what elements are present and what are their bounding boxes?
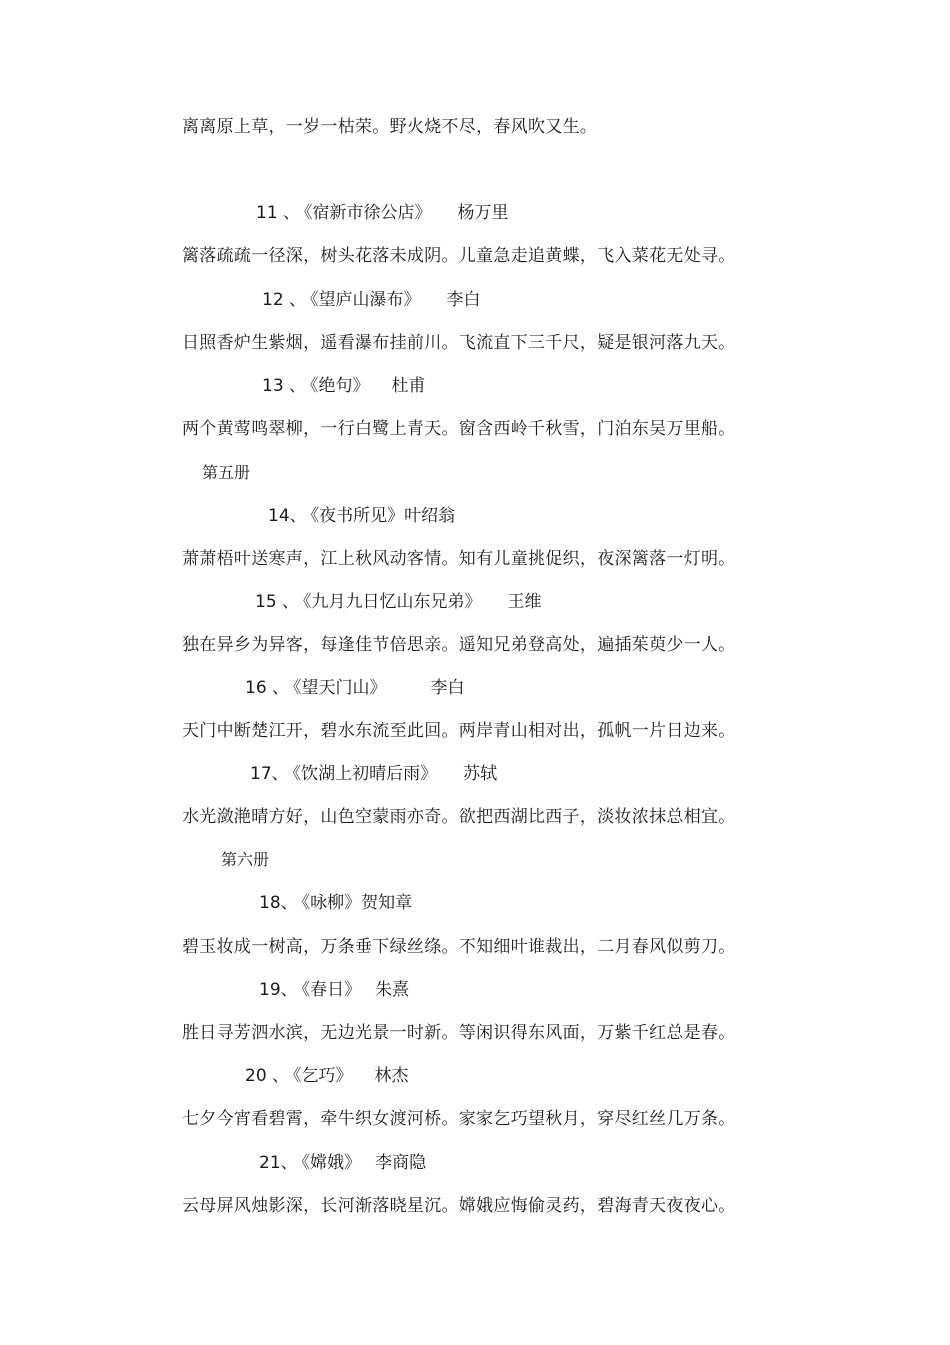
- poem-author: 林杰: [374, 1066, 409, 1086]
- poem-author: 苏轼: [463, 764, 498, 784]
- poem-author: 王维: [507, 592, 542, 612]
- poem-number: 19、: [259, 980, 298, 1000]
- poem-text: 两个黄莺鸣翠柳，一行白鹭上青天。窗含西岭千秋雪，门泊东吴万里船。: [182, 419, 736, 439]
- poem-title: 《春日》: [301, 980, 362, 1000]
- poem-text: 日照香炉生紫烟，遥看瀑布挂前川。飞流直下三千尺，疑是银河落九天。: [182, 333, 736, 353]
- poem-text: 碧玉妆成一树高，万条垂下绿丝绦。不知细叶谁裁出，二月春风似剪刀。: [182, 937, 736, 957]
- poem-text: 离离原上草，一岁一枯荣。野火烧不尽，春风吹又生。: [182, 117, 598, 137]
- poem-heading: [256, 202, 509, 224]
- poem-author: 李白: [446, 290, 481, 310]
- poem-heading: [255, 591, 542, 613]
- poem-text: 七夕今宵看碧霄，牵牛织女渡河桥。家家乞巧望秋月，穿尽红丝几万条。: [182, 1109, 736, 1129]
- poem-author: 叶绍翁: [404, 506, 456, 526]
- poem-number: 18、: [259, 893, 298, 913]
- poem-author: 李白: [430, 678, 465, 698]
- poem-title: 《九月九日忆山东兄弟》: [303, 592, 482, 612]
- poem-author: 杨万里: [457, 203, 509, 223]
- poem-title: 《绝句》: [310, 376, 370, 396]
- poem-title: 《饮湖上初晴后雨》: [292, 764, 438, 784]
- poem-text: 萧萧梧叶送寒声，江上秋风动客情。知有儿童挑促织，夜深篱落一灯明。: [182, 549, 736, 569]
- poem-heading: [268, 505, 455, 527]
- poem-number: 20 、: [245, 1066, 290, 1086]
- poem-title: 《望庐山瀑布》: [310, 290, 421, 310]
- poem-text: 水光潋滟晴方好，山色空蒙雨亦奇。欲把西湖比西子，淡妆浓抹总相宜。: [182, 807, 736, 827]
- poem-heading: [259, 1152, 426, 1174]
- poem-number: 14、: [268, 506, 307, 526]
- poem-title: 《咏柳》: [301, 893, 362, 913]
- poem-heading: [250, 763, 497, 785]
- poem-number: 15 、: [255, 592, 300, 612]
- poem-heading: [245, 677, 465, 699]
- poem-heading: [262, 289, 481, 311]
- poem-title: 《嫦娥》: [301, 1153, 362, 1173]
- poem-number: 12 、: [262, 290, 307, 310]
- poem-heading: [262, 375, 426, 397]
- poem-author: 杜甫: [391, 376, 426, 396]
- poem-number: 17、: [250, 764, 289, 784]
- poem-title: 《夜书所见》: [310, 506, 405, 526]
- poem-text: 云母屏风烛影深，长河渐落晓星沉。嫦娥应悔偷灵药，碧海青天夜夜心。: [182, 1196, 736, 1216]
- poem-number: 13 、: [262, 376, 307, 396]
- poem-text: 天门中断楚江开，碧水东流至此回。两岸青山相对出，孤帆一片日边来。: [182, 721, 736, 741]
- poem-number: 21、: [259, 1153, 298, 1173]
- poem-text: 篱落疏疏一径深，树头花落未成阴。儿童急走追黄蝶，飞入菜花无处寻。: [182, 246, 736, 266]
- poem-heading: [259, 979, 409, 1001]
- volume-heading: 第五册: [202, 463, 251, 482]
- poem-author: 贺知章: [361, 893, 413, 913]
- poem-text: 胜日寻芳泗水滨，无边光景一时新。等闲识得东风面，万紫千红总是春。: [182, 1023, 736, 1043]
- poem-author: 李商隐: [375, 1153, 427, 1173]
- poem-text: 独在异乡为异客，每逢佳节倍思亲。遥知兄弟登高处，遍插茱萸少一人。: [182, 635, 736, 655]
- poem-title: 《望天门山》: [293, 678, 387, 698]
- volume-heading: 第六册: [221, 850, 270, 869]
- poem-number: 11 、: [256, 203, 301, 223]
- poem-heading: [259, 892, 412, 914]
- poem-author: 朱熹: [375, 980, 410, 1000]
- poem-title: 《乞巧》: [293, 1066, 353, 1086]
- poem-number: 16 、: [245, 678, 290, 698]
- poem-heading: [245, 1065, 409, 1087]
- poem-title: 《宿新市徐公店》: [304, 203, 432, 223]
